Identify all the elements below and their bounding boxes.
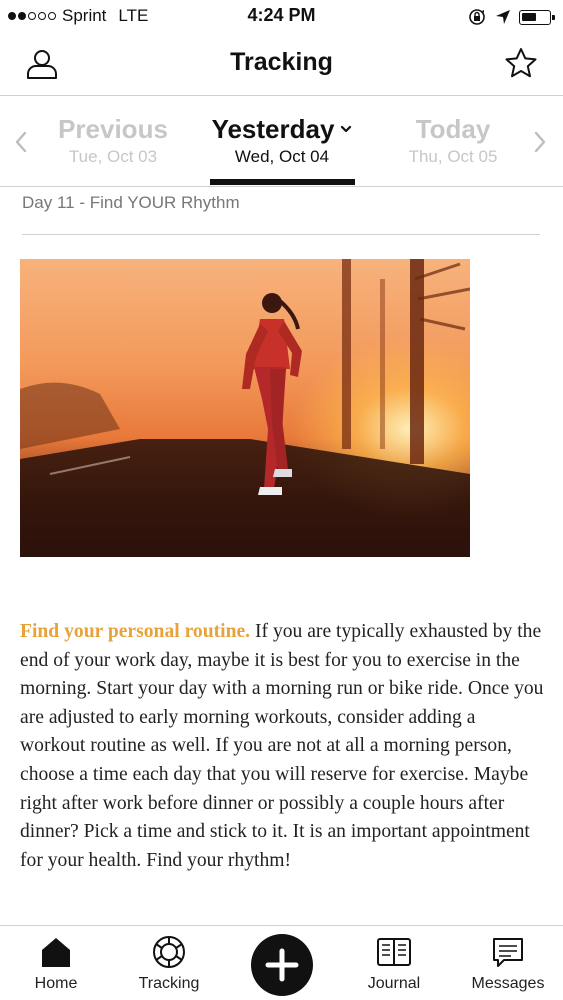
day-previous-label: Previous [58,114,168,144]
article-lead: Find your personal routine. [20,621,251,642]
chevron-left-icon[interactable] [8,127,34,157]
page-title: Tracking [230,48,333,76]
status-right [467,7,551,27]
star-icon [501,44,541,84]
location-arrow-icon [495,9,511,25]
add-button-circle [251,934,313,996]
home-icon [38,934,74,970]
journal-icon [376,934,412,970]
tab-tracking[interactable] [126,926,212,1000]
battery-icon [519,10,551,25]
tab-tracking-label: Tracking [138,975,200,992]
day-previous[interactable] [52,113,174,169]
network-type: LTE [118,6,149,25]
day-heading: Day 11 - Find YOUR Rhythm [22,193,240,212]
orientation-lock-icon [467,7,487,27]
chevron-down-icon [340,124,352,134]
tab-messages-label: Messages [471,975,545,992]
day-next-label: Today [415,114,491,144]
add-button[interactable] [250,926,314,1000]
runner-image [20,259,470,557]
runner-illustration [20,259,470,557]
day-previous-date: Tue, Oct 03 [68,147,158,166]
article-body: If you are typically exhausted by the end of your work day, maybe it is best for you to exercise in the morning. Start your day with a morning run or bike ride. Once you are adjusted to early morning workouts, consider adding a workout routine as well. If you are not at all a morning person, choose a time each day that you will reserve for exercise. Maybe right after work before dinner or possibly a couple hours after dinner? Pick a time and stick to it. It is an important appointment for your health. Find your rhythm! [20,621,544,871]
tab-home-label: Home [34,975,78,992]
status-bar [0,0,563,34]
day-current-label: Yesterday [211,114,335,144]
status-time: 4:24 PM [247,5,316,25]
day-selector [0,97,563,187]
tab-home[interactable] [16,926,96,1000]
day-next-date: Thu, Oct 05 [408,147,498,166]
plus-icon [251,934,313,996]
divider [22,234,540,235]
messages-icon [490,934,526,970]
day-next[interactable] [392,113,514,169]
tracking-icon [151,934,187,970]
day-current-date: Wed, Oct 04 [234,147,330,166]
carrier-name: Sprint [62,6,107,25]
chevron-right-icon[interactable] [527,127,553,157]
favorite-button[interactable] [501,44,541,84]
tab-journal-label: Journal [367,975,421,992]
tab-bar [0,925,563,1000]
tab-journal[interactable] [356,926,432,1000]
day-current[interactable] [202,113,362,169]
nav-bar [0,34,563,96]
selected-day-indicator [210,179,355,185]
article-text [20,618,545,875]
tab-messages[interactable] [464,926,552,1000]
